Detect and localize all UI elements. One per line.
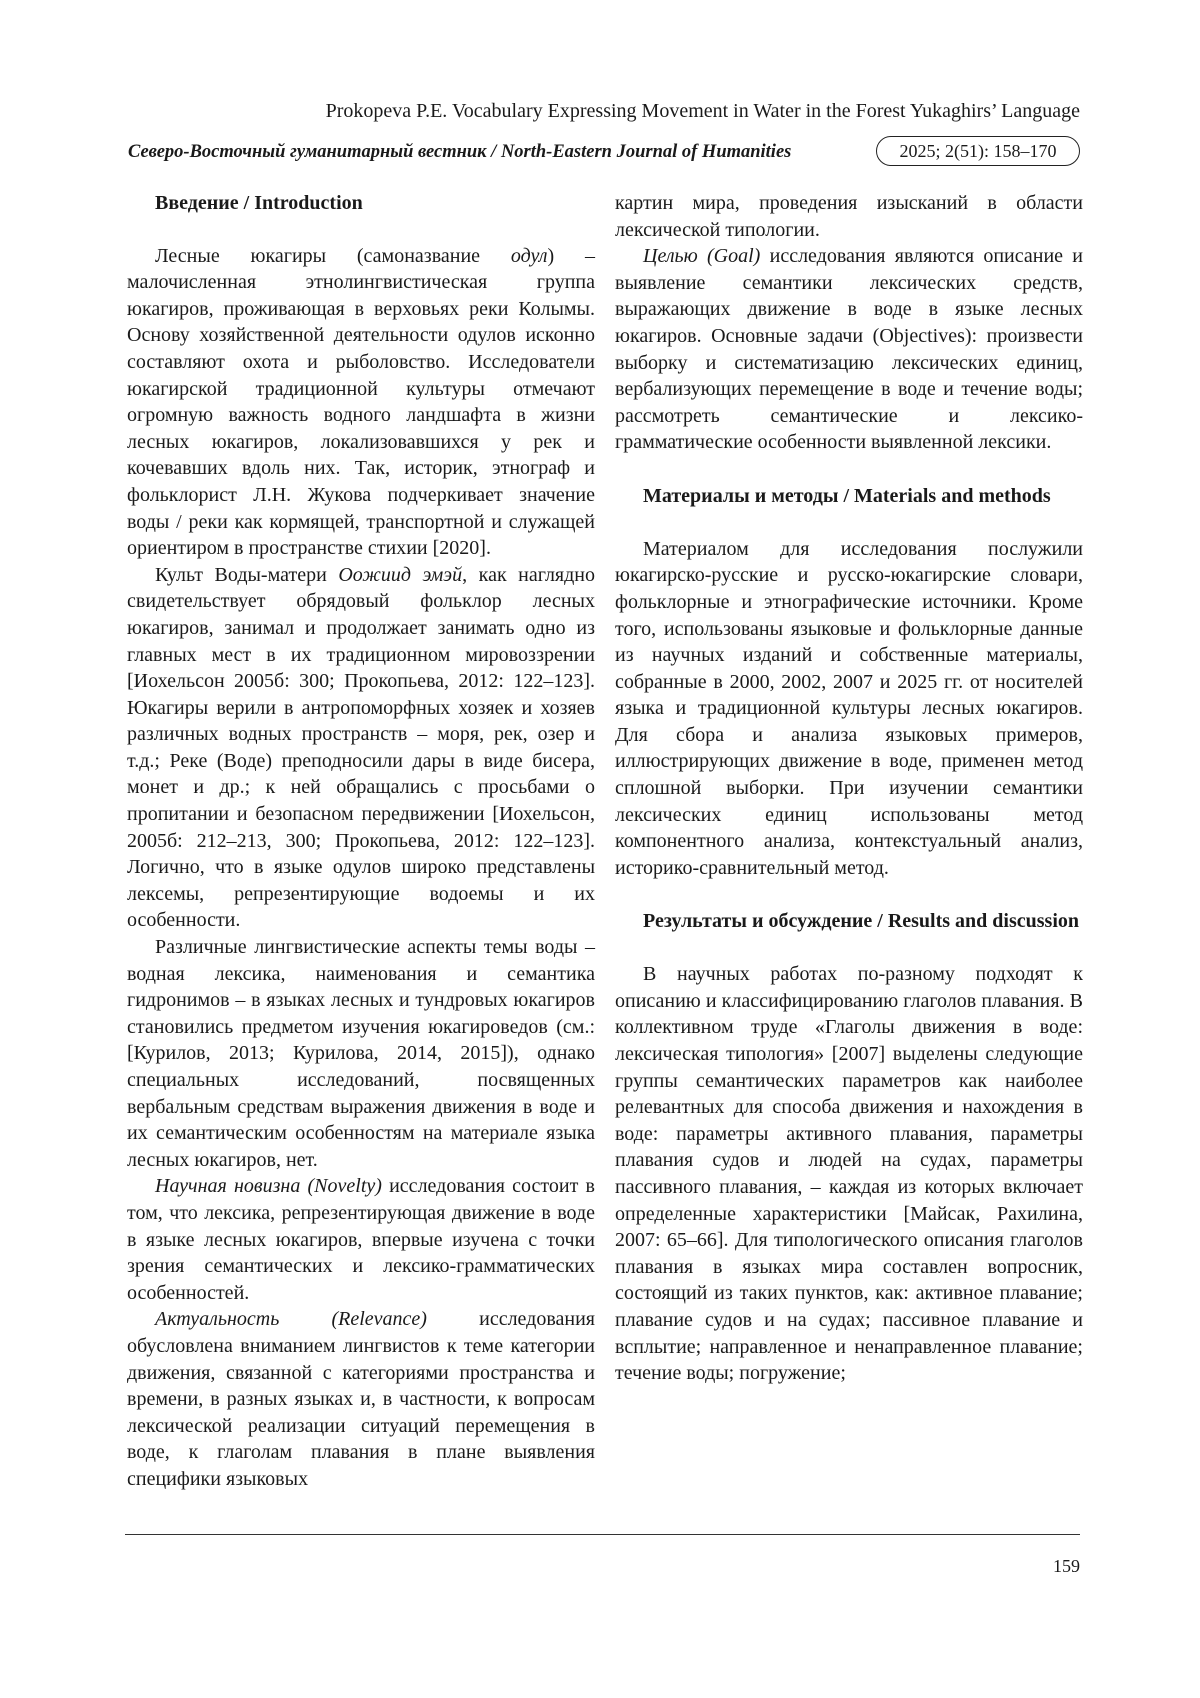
running-head: Prokopeva P.E. Vocabulary Expressing Movement in Water in the Forest Yukaghirs’ Language bbox=[325, 100, 1080, 122]
paragraph-results: В научных работах по-разному подходят к описанию и классифицированию глаголов плавания. В коллективном труде «Глаголы движения в воде: лексическая типология» [2007] выделены следующие группы семантических параметров как наиболее релевантных для способа движения и нахождения в воде: параметры активного плавания, параметры плавания судов и людей на судах, параметры пассивного плавания, – каждая из которых включает определенные характеристики [Майсак, Рахилина, 2007: 65–66]. Для типологического описания глаголов плавания в языках мира составлен вопросник, состоящий из таких пунктов, как: активное плавание; плавание судов и на судах; пассивное плавание и всплытие; направленное и ненаправленное плавание; течение воды; погружение; bbox=[615, 963, 1083, 1385]
paragraph-continued: картин мира, проведения изысканий в области лексической типологии. bbox=[615, 192, 1083, 241]
paragraph-methods: Материалом для исследования послужили юкагирско-русские и русско-юкагирские словари, фольклорные и этнографические источники. Кроме того, использованы языковые и фольклорные данные из научных изданий и собственные материалы, собранные в 2000, 2002, 2007 и 2025 гг. от носителей языка и традиционной культуры лесных юкагиров. Для сбора и анализа языковых примеров, иллюстрирующих движение в воде, применен метод сплошной выборки. При изучении семантики лексических единиц использованы метод компонентного анализа, контекстуальный анализ, историко-сравнительный метод. bbox=[615, 537, 1083, 879]
paragraph-goal: Целью (Goal) исследования являются описание и выявление семантики лексических средств, выражающих движение в воде в языке лесных юкагиров. Основные задачи (Objectives): произвести выборку и систематизацию лексических единиц, вербализующих перемещение в воде и течение воды; рассмотреть семантические и лексико-грамматические особенности выявленной лексики. bbox=[615, 245, 1083, 454]
paragraph-novelty: Научная новизна (Novelty) исследования состоит в том, что лексика, репрезентирующая движение в воде в языке лесных юкагиров, впервые изучена с точки зрения семантических и лексико-грамматических особенностей. bbox=[127, 1175, 595, 1304]
section-heading-introduction: Введение / Introduction bbox=[155, 192, 363, 214]
paragraph: Лесные юкагиры (самоназвание одул) – малочисленная этнолингвистическая группа юкагиров, проживающая в верховьях реки Колымы. Основу хозяйственной деятельности одулов исконно составляют охота и рыболовство. Исследователи юкагирской традиционной культуры отмечают огромную важность водного ландшафта в жизни лесных юкагиров, локализовавшихся у рек и кочевавших вдоль них. Так, историк, этнограф и фольклорист Л.Н. Жукова подчеркивает значение воды / реки как кормящей, транспортной и служащей ориентиром в пространстве стихии [2020]. bbox=[127, 244, 595, 560]
issue-badge: 2025; 2(51): 158–170 bbox=[876, 136, 1080, 166]
left-column bbox=[127, 190, 595, 1493]
right-column bbox=[615, 190, 1083, 1387]
journal-title: Северо-Восточный гуманитарный вестник / North-Eastern Journal of Humanities bbox=[128, 142, 792, 162]
paragraph-relevance: Актуальность (Relevance) исследования обусловлена вниманием лингвистов к теме категории движения, связанной с категориями пространства и времени, в разных языках и, в частности, к вопросам лексической реализации ситуаций перемещения в воде, к глаголам плавания в плане выявления специфики языковых bbox=[127, 1308, 596, 1490]
section-heading-results: Результаты и обсуждение / Results and discussion bbox=[643, 910, 1080, 933]
journal-line bbox=[125, 136, 1080, 172]
footer-rule bbox=[125, 1534, 1080, 1535]
page-number: 159 bbox=[1053, 1556, 1080, 1576]
section-heading-methods: Материалы и методы / Materials and methods bbox=[643, 484, 1051, 507]
paragraph: Различные лингвистические аспекты темы воды – водная лексика, наименования и семантика гидронимов – в языках лесных и тундровых юкагиров становились предметом изучения юкагироведов (см.: [Курилов, 2013; Курилова, 2014, 2015]), однако специальных исследований, посвященных вербальным средствам выражения движения в воде и их семантическим особенностям на материале языка лесных юкагиров, нет. bbox=[127, 936, 595, 1171]
paragraph: Культ Воды-матери Оожиид эмэй, как наглядно свидетельствует обрядовый фольклор лесных юкагиров, занимал и продолжает занимать одно из главных мест в их традиционном мировоззрении [Иохельсон 2005б: 300; Прокопьева, 2012: 122–123]. Юкагиры верили в антропоморфных хозяек и хозяев различных водных пространств – моря, рек, озер и т.д.; Реке (Воде) преподносили дары в виде бисера, монет и др.; к ней обращались с просьбами о пропитании и безопасном передвижении [Иохельсон, 2005б: 212–213, 300; Прокопьева, 2012: 122–123]. Логично, что в языке одулов широко представлены лексемы, репрезентирующие водоемы и их особенности. bbox=[127, 563, 595, 932]
